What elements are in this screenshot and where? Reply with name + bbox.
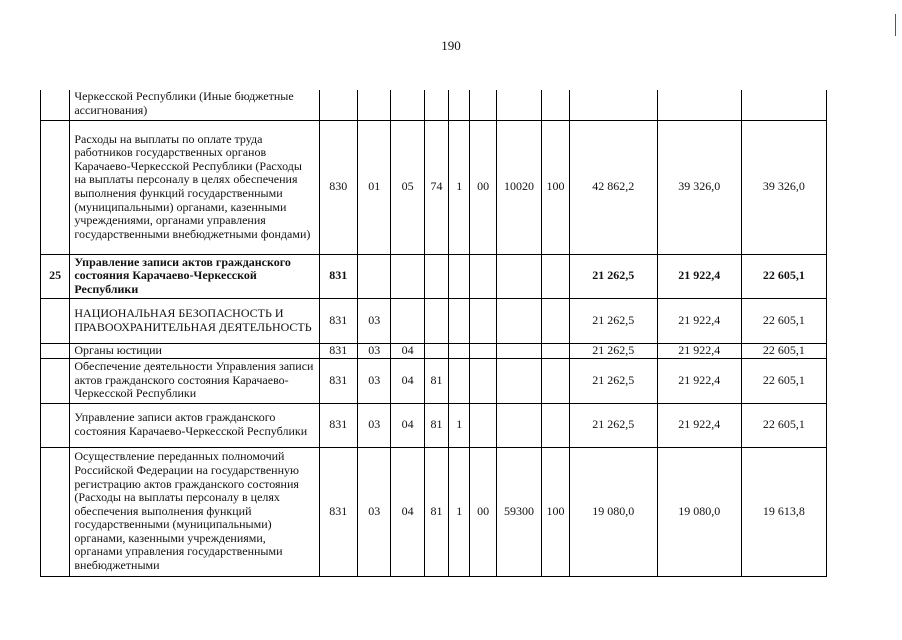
ministry-code: 831 <box>319 358 357 403</box>
row-number <box>41 358 70 403</box>
program-code: 81 <box>424 358 448 403</box>
table-row <box>41 343 827 358</box>
direction-code: 00 <box>470 447 496 576</box>
amount-year-3: 22 605,1 <box>741 298 826 343</box>
ministry-code: 831 <box>319 254 357 298</box>
amount-year-1: 21 262,5 <box>569 358 657 403</box>
section-code: 03 <box>358 447 391 576</box>
budget-table <box>40 90 827 577</box>
page-number: 190 <box>441 38 461 53</box>
section-code <box>358 254 391 298</box>
row-number <box>41 90 70 120</box>
amount-year-1: 19 080,0 <box>569 447 657 576</box>
amount-year-1: 21 262,5 <box>569 343 657 358</box>
table-row <box>41 298 827 343</box>
ministry-code: 831 <box>319 343 357 358</box>
amount-year-2: 21 922,4 <box>657 358 741 403</box>
direction-code <box>470 358 496 403</box>
amount-year-2: 39 326,0 <box>657 120 741 254</box>
section-code: 03 <box>358 358 391 403</box>
program-code: 74 <box>424 120 448 254</box>
program-code <box>424 254 448 298</box>
expense-code: 59300 <box>496 447 542 576</box>
subsection-code: 04 <box>391 358 424 403</box>
amount-year-1: 21 262,5 <box>569 254 657 298</box>
direction-code <box>470 298 496 343</box>
expense-code <box>496 403 542 447</box>
amount-year-3: 39 326,0 <box>741 120 826 254</box>
subprogram-code: 1 <box>449 120 470 254</box>
ministry-code: 830 <box>319 120 357 254</box>
expense-code: 10020 <box>496 120 542 254</box>
subprogram-code: 1 <box>449 403 470 447</box>
row-name: Расходы на выплаты по оплате труда работников государственных органов Карачаево-Черкесской Республики (Расходы на выплаты персоналу в целях обеспечения выполнения функций государственными (муниципальными) органами, казенными учреждениями, органами управления государственными внебюджетными фондами) <box>70 120 319 254</box>
amount-year-3 <box>741 90 826 120</box>
subsection-code: 05 <box>391 120 424 254</box>
section-code: 01 <box>358 120 391 254</box>
subsection-code <box>391 90 424 120</box>
ministry-code: 831 <box>319 403 357 447</box>
expense-type-code <box>542 403 569 447</box>
section-code: 03 <box>358 403 391 447</box>
expense-code <box>496 358 542 403</box>
subprogram-code: 1 <box>449 447 470 576</box>
direction-code: 00 <box>470 120 496 254</box>
amount-year-3: 22 605,1 <box>741 343 826 358</box>
expense-code <box>496 298 542 343</box>
table-row <box>41 403 827 447</box>
table-row <box>41 447 827 576</box>
subprogram-code <box>449 298 470 343</box>
amount-year-2: 21 922,4 <box>657 298 741 343</box>
row-name: Черкесской Республики (Иные бюджетные ассигнования) <box>70 90 319 120</box>
ministry-code <box>319 90 357 120</box>
subprogram-code <box>449 90 470 120</box>
subsection-code: 04 <box>391 447 424 576</box>
expense-code <box>496 254 542 298</box>
amount-year-2: 21 922,4 <box>657 403 741 447</box>
program-code: 81 <box>424 447 448 576</box>
subsection-code <box>391 254 424 298</box>
section-code: 03 <box>358 343 391 358</box>
expense-type-code: 100 <box>542 447 569 576</box>
row-name: Осуществление переданных полномочий Российской Федерации на государственную регистрацию актов гражданского состояния (Расходы на выплаты персоналу в целях обеспечения выполнения функций государственными (муниципальными) органами, казенными учреждениями, органами управления государственными внебюджетными <box>70 447 319 576</box>
section-code: 03 <box>358 298 391 343</box>
table-row <box>41 90 827 120</box>
expense-code <box>496 90 542 120</box>
amount-year-3: 22 605,1 <box>741 254 826 298</box>
amount-year-1: 21 262,5 <box>569 298 657 343</box>
program-code <box>424 298 448 343</box>
section-code <box>358 90 391 120</box>
row-number: 25 <box>41 254 70 298</box>
direction-code <box>470 403 496 447</box>
amount-year-3: 19 613,8 <box>741 447 826 576</box>
subprogram-code <box>449 254 470 298</box>
subsection-code: 04 <box>391 403 424 447</box>
row-number <box>41 298 70 343</box>
expense-type-code <box>542 254 569 298</box>
amount-year-2 <box>657 90 741 120</box>
amount-year-2: 21 922,4 <box>657 254 741 298</box>
row-number <box>41 447 70 576</box>
row-name: НАЦИОНАЛЬНАЯ БЕЗОПАСНОСТЬ И ПРАВООХРАНИТЕЛЬНАЯ ДЕЯТЕЛЬНОСТЬ <box>70 298 319 343</box>
row-name: Управление записи актов гражданского состояния Карачаево-Черкесской Республики <box>70 254 319 298</box>
amount-year-1: 21 262,5 <box>569 403 657 447</box>
direction-code <box>470 254 496 298</box>
amount-year-2: 21 922,4 <box>657 343 741 358</box>
subsection-code <box>391 298 424 343</box>
expense-type-code <box>542 343 569 358</box>
table-row <box>41 358 827 403</box>
program-code <box>424 90 448 120</box>
row-name: Обеспечение деятельности Управления записи актов гражданского состояния Карачаево-Черкесской Республики <box>70 358 319 403</box>
row-name: Органы юстиции <box>70 343 319 358</box>
direction-code <box>470 90 496 120</box>
amount-year-3: 22 605,1 <box>741 403 826 447</box>
expense-type-code: 100 <box>542 120 569 254</box>
row-number <box>41 120 70 254</box>
direction-code <box>470 343 496 358</box>
program-code <box>424 343 448 358</box>
subsection-code: 04 <box>391 343 424 358</box>
ministry-code: 831 <box>319 447 357 576</box>
amount-year-2: 19 080,0 <box>657 447 741 576</box>
row-name: Управление записи актов гражданского состояния Карачаево-Черкесской Республики <box>70 403 319 447</box>
page-edge-mark <box>895 14 896 36</box>
subprogram-code <box>449 343 470 358</box>
ministry-code: 831 <box>319 298 357 343</box>
table-row <box>41 254 827 298</box>
expense-code <box>496 343 542 358</box>
amount-year-1 <box>569 90 657 120</box>
row-number <box>41 403 70 447</box>
table-row <box>41 120 827 254</box>
program-code: 81 <box>424 403 448 447</box>
row-number <box>41 343 70 358</box>
expense-type-code <box>542 298 569 343</box>
subprogram-code <box>449 358 470 403</box>
amount-year-1: 42 862,2 <box>569 120 657 254</box>
expense-type-code <box>542 358 569 403</box>
amount-year-3: 22 605,1 <box>741 358 826 403</box>
expense-type-code <box>542 90 569 120</box>
